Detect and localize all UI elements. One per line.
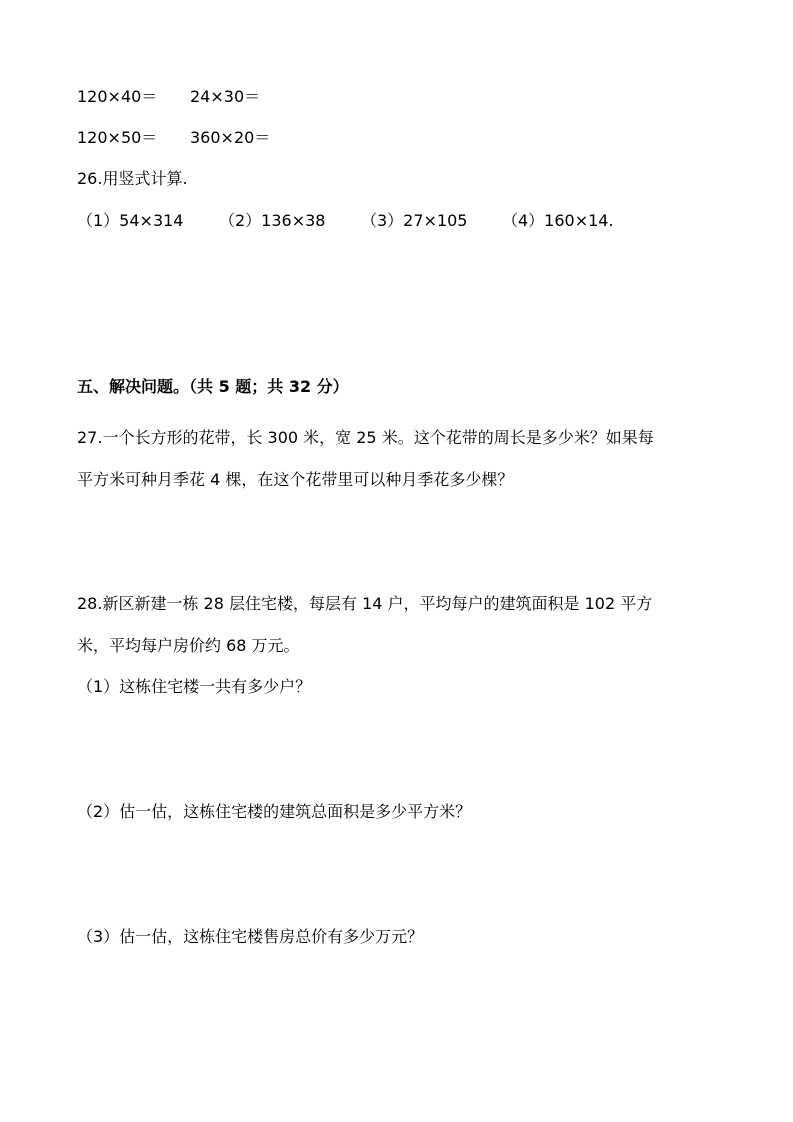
vertical-calc-item: （1）54×314	[77, 211, 184, 230]
vertical-calc-item: （3）27×105	[361, 211, 468, 230]
question-28-sub-2: （2）估一估，这栋住宅楼的建筑总面积是多少平方米？	[77, 802, 472, 821]
question-28-line: 米，平均每户房价约 68 万元。	[77, 636, 300, 655]
vertical-calc-item: （4）160×14.	[502, 211, 614, 230]
question-27-line: 27.一个长方形的花带，长 300 米，宽 25 米。这个花带的周长是多少米？如果每	[77, 428, 654, 447]
calc-expression: 120×50＝	[77, 128, 158, 147]
calc-expression: 360×20＝	[190, 128, 271, 147]
calc-expression: 120×40＝	[77, 87, 158, 106]
calc-expression: 24×30＝	[190, 87, 261, 106]
vertical-calc-item: （2）136×38	[219, 211, 326, 230]
question-28-line: 28.新区新建一栋 28 层住宅楼，每层有 14 户，平均每户的建筑面积是 102 平方	[77, 594, 653, 613]
question-27-line: 平方米可种月季花 4 棵，在这个花带里可以种月季花多少棵？	[77, 470, 514, 489]
section-heading: 五、解决问题。（共 5 题；共 32 分）	[77, 377, 349, 396]
question-28-sub-3: （3）估一估，这栋住宅楼售房总价有多少万元？	[77, 927, 424, 946]
question-26-title: 26.用竖式计算.	[77, 169, 188, 188]
question-28-sub-1: （1）这栋住宅楼一共有多少户？	[77, 677, 312, 696]
